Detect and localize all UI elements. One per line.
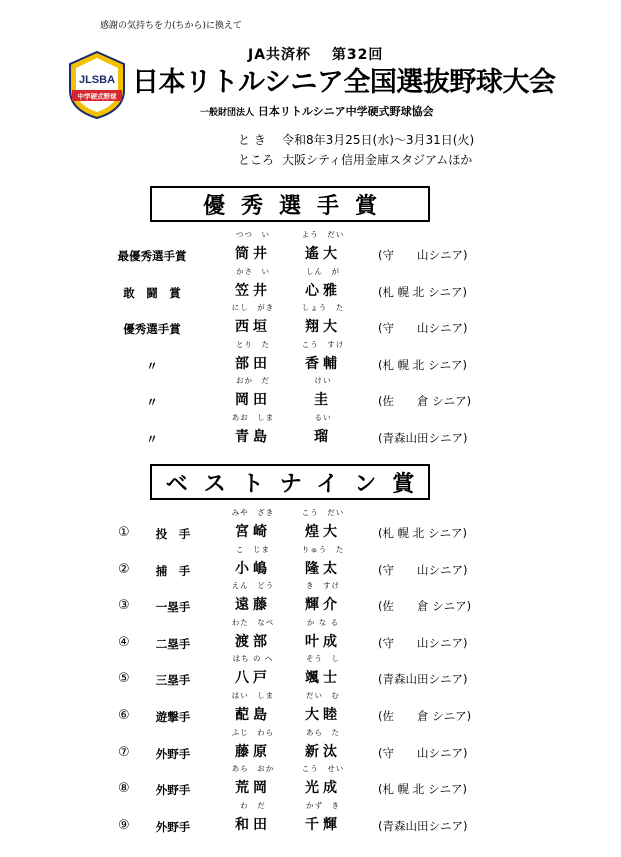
family-name: 和田	[235, 816, 271, 833]
given-name-reading: か な る	[306, 617, 340, 627]
position: 遊撃手	[155, 710, 191, 724]
given-name: 大睦	[305, 707, 341, 723]
organizer	[200, 103, 434, 119]
bestnine-row	[0, 763, 621, 799]
given-name: 輝介	[305, 597, 341, 614]
family-name-reading: わ だ	[240, 800, 266, 810]
given-name-reading: しょう た	[301, 303, 345, 313]
given-name-reading: こう だい	[301, 508, 345, 517]
family-name: 荒岡	[235, 780, 271, 797]
given-name-reading: りゅう た	[301, 544, 345, 554]
venue-value: 大阪シティ信用金庫スタジアムほか	[282, 153, 473, 167]
family-name: 部田	[235, 355, 271, 372]
family-name: 筒井	[235, 246, 271, 262]
family-name: 渡部	[235, 633, 271, 650]
team-name: (札 幌 北 シニア)	[378, 782, 467, 797]
family-name: 八戸	[235, 670, 271, 687]
award-name: 〃	[146, 432, 158, 446]
team-name: (守 山シニア)	[378, 635, 468, 650]
award-name: 敢 闘 賞	[123, 285, 181, 300]
team-name: (青森山田シニア)	[378, 672, 468, 687]
family-name: 藤原	[235, 743, 271, 760]
event-date	[238, 131, 474, 148]
given-name: 香輔	[305, 355, 341, 372]
given-name-reading: るい	[314, 413, 332, 422]
given-name-reading: かず き	[306, 800, 340, 810]
given-name-reading: よう だい	[301, 230, 345, 239]
row-number: ①	[118, 525, 130, 540]
team-name: (札 幌 北 シニア)	[378, 357, 467, 372]
given-name: 千輝	[305, 816, 341, 833]
team-name: (佐 倉 シニア)	[378, 709, 472, 723]
team-name: (守 山シニア)	[378, 745, 468, 760]
family-name-reading: はち の へ	[232, 654, 274, 664]
given-name: 煌大	[305, 524, 341, 540]
award-name: 〃	[146, 358, 158, 373]
award-row	[0, 375, 621, 411]
excellent-heading: 優秀選手賞	[150, 186, 430, 222]
given-name-reading: そう し	[306, 654, 340, 664]
team-name: (青森山田シニア)	[378, 818, 468, 833]
family-name-reading: こ じま	[236, 544, 270, 554]
given-name: 光成	[305, 780, 341, 797]
svg-text:中学硬式野球: 中学硬式野球	[77, 92, 117, 101]
team-name: (守 山シニア)	[378, 321, 468, 336]
given-name-reading: だい む	[306, 691, 340, 700]
given-name: 叶成	[305, 633, 341, 650]
family-name: 遠藤	[235, 597, 271, 614]
org-prefix: 一般財団法人	[200, 108, 255, 118]
award-name: 最優秀選手賞	[117, 249, 187, 263]
award-row	[0, 302, 621, 338]
family-name: 小嶋	[235, 560, 271, 577]
given-name: 遙大	[305, 246, 341, 262]
row-number: ④	[118, 634, 130, 650]
row-number: ②	[118, 561, 130, 577]
award-row	[0, 229, 621, 265]
bestnine-heading: ベストナイン賞	[150, 464, 430, 500]
row-number: ⑦	[118, 744, 130, 760]
family-name-reading: にし がき	[231, 303, 275, 313]
family-name-reading: あお しま	[231, 413, 275, 422]
award-name: 優秀選手賞	[123, 322, 181, 337]
given-name: 心雅	[305, 282, 341, 299]
given-name: 翔大	[305, 319, 341, 336]
position: 捕 手	[155, 563, 191, 578]
position: 三塁手	[155, 673, 191, 688]
main-title: 日本リトルシニア全国選抜野球大会	[132, 67, 556, 98]
given-name-reading: けい	[314, 376, 332, 386]
team-name: (青森山田シニア)	[378, 431, 468, 445]
bestnine-row	[0, 800, 621, 836]
family-name-reading: ふじ わら	[231, 727, 275, 737]
org-name: 日本リトルシニア中学硬式野球協会	[257, 105, 434, 118]
position: 投 手	[155, 527, 191, 541]
bestnine-row	[0, 544, 621, 580]
family-name-reading: えん どう	[231, 581, 275, 591]
family-name-reading: かさ い	[236, 266, 270, 276]
row-number: ⑨	[118, 817, 130, 833]
given-name: 圭	[314, 392, 332, 409]
position: 外野手	[155, 746, 191, 761]
family-name: 岡田	[235, 392, 271, 409]
position: 二塁手	[155, 636, 191, 651]
bestnine-row	[0, 507, 621, 543]
family-name-reading: はい しま	[231, 691, 275, 700]
family-name-reading: つつ い	[236, 230, 270, 239]
position: 一塁手	[155, 600, 191, 615]
family-name-reading: みや ざき	[231, 508, 275, 517]
family-name: 笠井	[235, 282, 271, 299]
team-name: (守 山シニア)	[378, 248, 468, 262]
family-name-reading: あら おか	[231, 764, 275, 774]
row-number: ⑤	[118, 671, 130, 687]
given-name-reading: しん が	[306, 266, 340, 276]
given-name-reading: あら た	[306, 727, 340, 737]
bestnine-row	[0, 727, 621, 763]
team-name: (佐 倉 シニア)	[378, 599, 472, 614]
date-label: と き	[238, 133, 266, 147]
venue-label: ところ	[238, 153, 275, 167]
family-name-reading: おか だ	[236, 376, 270, 386]
row-number: ⑧	[118, 781, 130, 797]
family-name: 西垣	[235, 319, 271, 336]
family-name: 蓜島	[235, 707, 271, 723]
award-name: 〃	[146, 395, 158, 410]
position: 外野手	[155, 819, 191, 834]
team-name: (守 山シニア)	[378, 562, 468, 577]
position: 外野手	[155, 783, 191, 798]
jlsba-logo	[66, 50, 128, 120]
family-name-reading: とり た	[236, 339, 270, 349]
family-name: 宮崎	[235, 524, 271, 540]
cup-title: JA共済杯 第32回	[248, 47, 384, 63]
event-venue	[238, 151, 472, 168]
given-name-reading: こう すけ	[301, 339, 345, 349]
team-name: (札 幌 北 シニア)	[378, 284, 467, 299]
row-number: ③	[118, 598, 130, 614]
bestnine-row	[0, 653, 621, 689]
given-name: 新汰	[305, 743, 341, 760]
tagline: 感謝の気持ちを力(ちから)に換えて	[100, 21, 243, 31]
award-row	[0, 412, 621, 448]
bestnine-row	[0, 580, 621, 616]
given-name: 隆太	[305, 560, 341, 577]
award-row	[0, 339, 621, 375]
family-name-reading: わた なべ	[231, 617, 275, 627]
date-value: 令和8年3月25日(水)～3月31日(火)	[282, 133, 475, 147]
team-name: (佐 倉 シニア)	[378, 394, 472, 409]
given-name-reading: き すけ	[306, 581, 340, 591]
bestnine-row	[0, 617, 621, 653]
bestnine-row	[0, 690, 621, 726]
team-name: (札 幌 北 シニア)	[378, 526, 467, 540]
given-name: 颯士	[305, 670, 341, 687]
given-name-reading: こう せい	[301, 764, 345, 774]
row-number: ⑥	[118, 708, 130, 723]
given-name: 瑠	[314, 429, 332, 445]
family-name: 青島	[235, 429, 271, 445]
award-row	[0, 266, 621, 302]
svg-text:JLSBA: JLSBA	[78, 74, 116, 86]
